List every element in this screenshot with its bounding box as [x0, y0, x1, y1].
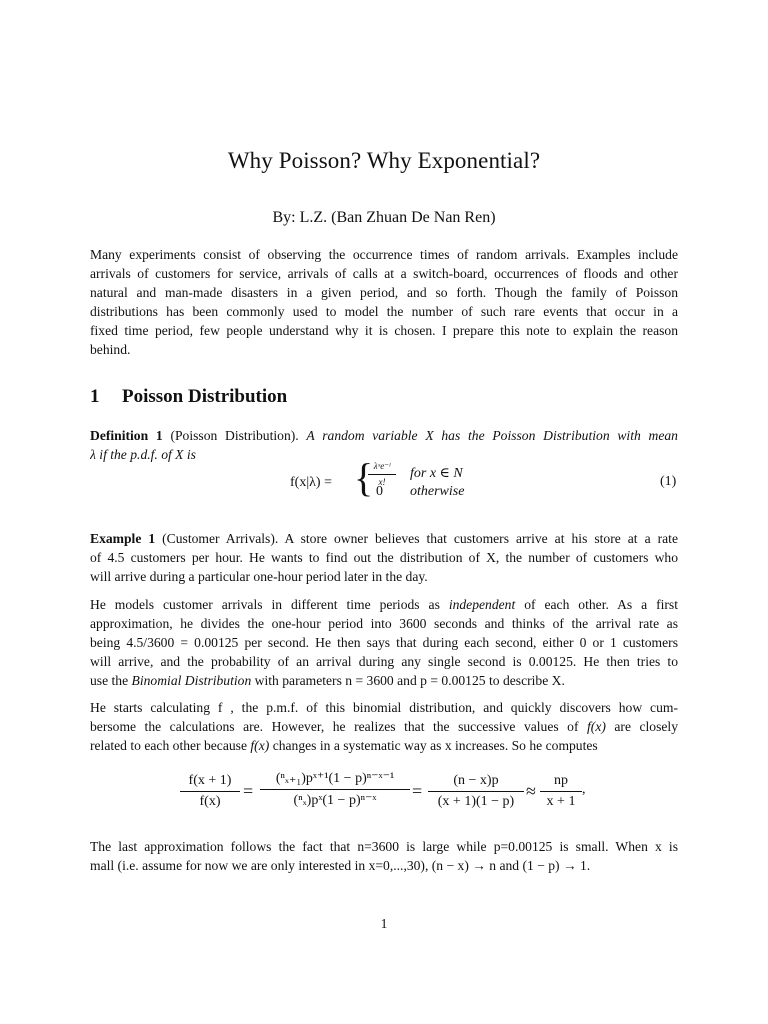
eq1-case2-cond: otherwise	[410, 484, 465, 499]
section-number: 1	[90, 386, 100, 407]
paper-title: Why Poisson? Why Exponential?	[227, 148, 541, 173]
intro-line: natural and man-made disasters in a given period, and so forth. Though the family of Poisson	[90, 285, 678, 300]
section-title: Poisson Distribution	[122, 386, 288, 407]
eq1-lhs: f(x|λ) =	[290, 475, 332, 490]
trailing-comma: ,	[582, 782, 586, 797]
definition-name: (Poisson Distribution).	[170, 428, 299, 443]
intro-line: Many experiments consist of observing the occurrence times of random arrivals. Examples include	[90, 247, 678, 262]
example-text: A store owner believes that customers arrive at his store at a rate	[284, 531, 678, 546]
example-name: (Customer Arrivals).	[162, 531, 279, 546]
ratio-fraction-3: (n − x)p (x + 1)(1 − p)	[428, 773, 524, 810]
example-label: Example 1	[90, 531, 156, 546]
eq1-case2-value: 0	[376, 484, 383, 499]
page-number: 1	[380, 916, 388, 931]
ratio-fraction-4: np x + 1	[540, 773, 582, 810]
definition-block	[90, 426, 678, 464]
intro-line: fixed time period, few people understand why it is chosen. I prepare this note to explain the reason	[90, 323, 678, 338]
definition-text: λ if the p.d.f. of X is	[90, 447, 196, 462]
paragraph-models: He models customer arrivals in different time periods as independent of each other. As a first approximation, he divides the one-hour period into 3600 seconds and thinks of the arrival rate as being 4.5/3600 = 0.00125 per second. He then says that during each second, either 0 or 1 customers will arrive, and the probability of an arrival during any single second is 0.00125. He then tries to use the Binomial Distribution with parameters n = 3600 and p = 0.00125 to describe X.	[90, 597, 678, 688]
left-brace: {	[354, 455, 374, 500]
equals-sign: =	[243, 781, 254, 801]
example-text: of 4.5 customers per hour. He wants to find out the distribution of X, the number of customers who	[90, 550, 678, 565]
example-block	[90, 529, 678, 586]
definition-text: A random variable X has the Poisson Distribution with mean	[306, 428, 678, 443]
ratio-fraction-1: f(x + 1) f(x)	[180, 773, 240, 810]
equation-ratio	[180, 770, 600, 822]
emphasis-independent: independent	[448, 597, 516, 612]
approx-sign: ≈	[526, 781, 536, 801]
eq1-case1-value: λˣe⁻ˡ x!	[368, 461, 396, 487]
emphasis-binomial: Binomial Distribution	[131, 673, 252, 688]
intro-line: distributions has been commonly used to model the number of such rare events that occur in a	[90, 304, 678, 319]
intro-line: arrivals of customers for service, arrivals of calls at a switch-board, occurrences of floods and other	[90, 266, 678, 281]
paragraph-approximation: The last approximation follows the fact that n=3600 is large while p=0.00125 is small. When x is mall (i.e. assume for now we are only interested in x=0,...,30), (n − x) → n and (1 − p) → 1.	[90, 839, 678, 873]
equals-sign: =	[412, 781, 423, 801]
example-text: will arrive during a particular one-hour period later in the day.	[90, 569, 428, 584]
section-heading	[90, 386, 287, 408]
intro-paragraph	[90, 245, 678, 359]
eq1-case1-cond: for x ∈ N	[410, 466, 463, 481]
author-line: By: L.Z. (Ban Zhuan De Nan Ren)	[272, 209, 496, 226]
ratio-fraction-2: (ⁿₓ₊₁)pˣ⁺¹(1 − p)ⁿ⁻ˣ⁻¹ (ⁿₓ)pˣ(1 − p)ⁿ⁻ˣ	[260, 770, 410, 809]
definition-label: Definition 1	[90, 428, 163, 443]
intro-line: behind.	[90, 342, 131, 357]
paragraph-calculating: He starts calculating f , the p.m.f. of this binomial distribution, and quickly discovers how cum- bersome the calculations are. However, he realizes that the successive values of f(x) are closely related to each other because f(x) changes in a systematic way as x increases. So he computes	[90, 700, 678, 753]
equation-number: (1)	[660, 474, 677, 489]
